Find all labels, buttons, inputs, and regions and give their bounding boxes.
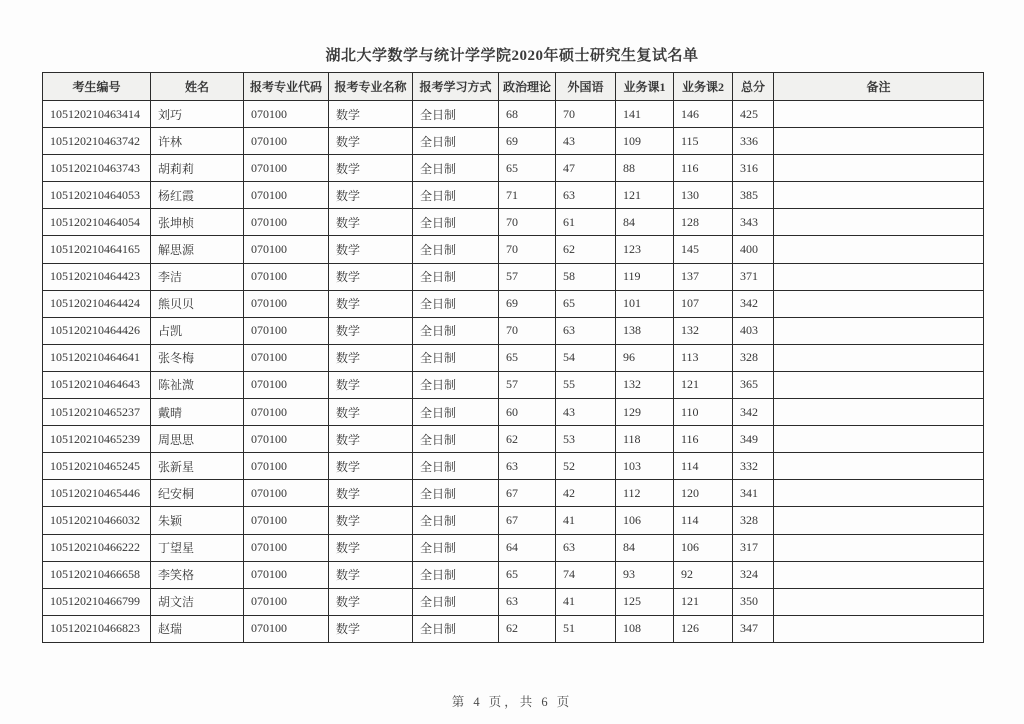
table-cell [774,317,984,344]
table-cell: 53 [556,426,616,453]
table-cell: 123 [616,236,674,263]
table-cell: 105120210465239 [43,426,151,453]
table-cell: 316 [733,155,774,182]
table-cell: 70 [499,317,556,344]
table-cell: 105120210464165 [43,236,151,263]
table-row [43,453,984,480]
table-row [43,344,984,371]
table-cell: 343 [733,209,774,236]
table-cell: 解思源 [151,236,244,263]
table-cell: 64 [499,534,556,561]
table-cell: 65 [556,290,616,317]
table-cell: 110 [674,399,733,426]
table-cell: 数学 [329,263,413,290]
table-cell: 105120210464424 [43,290,151,317]
table-cell: 74 [556,561,616,588]
column-header-10: 总分 [733,73,774,101]
header-row [43,73,984,101]
table-cell: 全日制 [413,507,499,534]
table-cell: 365 [733,371,774,398]
table-cell: 070100 [244,399,329,426]
table-row [43,399,984,426]
table-cell: 赵瑞 [151,615,244,642]
table-cell: 105120210465237 [43,399,151,426]
table-cell: 105120210464643 [43,371,151,398]
table-cell: 106 [674,534,733,561]
table-cell: 070100 [244,426,329,453]
table-cell: 数学 [329,371,413,398]
table-cell: 67 [499,480,556,507]
table-cell: 070100 [244,453,329,480]
table-cell: 400 [733,236,774,263]
table-cell: 69 [499,290,556,317]
table-cell: 317 [733,534,774,561]
table-cell: 120 [674,480,733,507]
table-cell: 121 [674,371,733,398]
table-cell: 61 [556,209,616,236]
table-cell: 070100 [244,344,329,371]
table-cell: 43 [556,399,616,426]
table-cell: 403 [733,317,774,344]
table-cell [774,534,984,561]
table-cell: 63 [499,453,556,480]
table-cell: 341 [733,480,774,507]
table-cell: 105120210464054 [43,209,151,236]
table-cell: 全日制 [413,480,499,507]
table-cell: 106 [616,507,674,534]
table-cell: 107 [674,290,733,317]
table-cell [774,155,984,182]
table-cell: 许林 [151,128,244,155]
table-row [43,371,984,398]
table-cell: 数学 [329,507,413,534]
table-cell [774,426,984,453]
roster-table [42,72,984,643]
table-cell: 胡莉莉 [151,155,244,182]
table-cell: 070100 [244,182,329,209]
table-cell: 88 [616,155,674,182]
table-cell: 347 [733,615,774,642]
table-cell: 张坤桢 [151,209,244,236]
table-cell: 070100 [244,155,329,182]
table-cell: 65 [499,155,556,182]
table-cell: 70 [499,236,556,263]
table-cell: 137 [674,263,733,290]
table-cell: 342 [733,399,774,426]
table-cell: 105120210466658 [43,561,151,588]
table-cell: 全日制 [413,588,499,615]
table-cell: 全日制 [413,561,499,588]
table-cell: 105120210466799 [43,588,151,615]
table-cell: 328 [733,344,774,371]
table-row [43,615,984,642]
table-cell [774,263,984,290]
table-cell: 132 [674,317,733,344]
table-cell: 070100 [244,507,329,534]
table-cell: 58 [556,263,616,290]
table-cell [774,128,984,155]
table-cell [774,371,984,398]
table-row [43,182,984,209]
table-cell: 数学 [329,399,413,426]
table-cell: 全日制 [413,101,499,128]
column-header-5: 报考学习方式 [413,73,499,101]
column-header-7: 外国语 [556,73,616,101]
column-header-3: 报考专业代码 [244,73,329,101]
table-cell: 全日制 [413,209,499,236]
table-cell: 425 [733,101,774,128]
table-cell: 105120210464423 [43,263,151,290]
table-cell: 数学 [329,588,413,615]
table-cell: 324 [733,561,774,588]
table-cell: 129 [616,399,674,426]
table-cell: 130 [674,182,733,209]
table-cell: 数学 [329,426,413,453]
table-cell: 杨红霞 [151,182,244,209]
table-cell: 138 [616,317,674,344]
column-header-9: 业务课2 [674,73,733,101]
table-cell: 全日制 [413,236,499,263]
table-cell: 周思思 [151,426,244,453]
table-cell: 070100 [244,128,329,155]
table-cell [774,561,984,588]
table-cell: 105120210464053 [43,182,151,209]
table-cell: 113 [674,344,733,371]
table-cell: 57 [499,263,556,290]
table-cell: 105120210464641 [43,344,151,371]
table-cell: 60 [499,399,556,426]
table-row [43,209,984,236]
table-cell: 全日制 [413,182,499,209]
table-cell: 93 [616,561,674,588]
table-cell: 数学 [329,534,413,561]
table-cell: 全日制 [413,371,499,398]
table-cell: 62 [499,426,556,453]
table-cell: 全日制 [413,399,499,426]
page-title: 湖北大学数学与统计学学院2020年硕士研究生复试名单 [325,48,699,64]
table-cell: 332 [733,453,774,480]
table-cell: 145 [674,236,733,263]
table-cell: 李笑格 [151,561,244,588]
table-row [43,155,984,182]
table-cell [774,236,984,263]
table-cell: 全日制 [413,155,499,182]
table-cell: 全日制 [413,453,499,480]
table-cell: 96 [616,344,674,371]
table-cell: 占凯 [151,317,244,344]
table-cell [774,453,984,480]
table-cell: 84 [616,534,674,561]
table-cell [774,209,984,236]
table-cell: 105120210465446 [43,480,151,507]
table-cell: 65 [499,561,556,588]
table-cell: 全日制 [413,426,499,453]
table-cell: 数学 [329,155,413,182]
table-cell: 41 [556,588,616,615]
column-header-11: 备注 [774,73,984,101]
table-cell: 71 [499,182,556,209]
table-cell: 349 [733,426,774,453]
table-cell [774,588,984,615]
table-row [43,128,984,155]
table-cell [774,480,984,507]
table-cell: 63 [556,182,616,209]
table-cell: 371 [733,263,774,290]
table-row [43,101,984,128]
table-cell: 070100 [244,480,329,507]
table-cell: 109 [616,128,674,155]
table-row [43,236,984,263]
table-cell: 070100 [244,615,329,642]
table-cell: 385 [733,182,774,209]
table-cell: 146 [674,101,733,128]
column-header-2: 姓名 [151,73,244,101]
table-cell: 103 [616,453,674,480]
table-cell: 101 [616,290,674,317]
table-cell: 数学 [329,615,413,642]
table-cell: 119 [616,263,674,290]
table-cell: 84 [616,209,674,236]
table-cell: 张新星 [151,453,244,480]
roster-table-header [43,73,984,101]
table-cell: 141 [616,101,674,128]
table-cell: 54 [556,344,616,371]
table-cell: 070100 [244,371,329,398]
table-cell: 070100 [244,588,329,615]
table-cell: 55 [556,371,616,398]
table-cell: 57 [499,371,556,398]
page-number-footer: 第 4 页，共 6 页 [451,695,573,709]
table-cell: 丁望星 [151,534,244,561]
table-cell: 李洁 [151,263,244,290]
table-cell: 数学 [329,480,413,507]
column-header-4: 报考专业名称 [329,73,413,101]
table-cell: 105120210463414 [43,101,151,128]
table-cell: 数学 [329,128,413,155]
table-cell: 42 [556,480,616,507]
table-cell: 112 [616,480,674,507]
table-cell [774,101,984,128]
table-cell: 数学 [329,561,413,588]
table-cell: 070100 [244,290,329,317]
table-cell: 105120210464426 [43,317,151,344]
table-cell: 070100 [244,101,329,128]
table-cell [774,399,984,426]
table-cell: 数学 [329,344,413,371]
table-cell: 47 [556,155,616,182]
table-cell: 92 [674,561,733,588]
table-cell: 126 [674,615,733,642]
table-cell: 纪安桐 [151,480,244,507]
table-cell: 105120210465245 [43,453,151,480]
table-cell: 全日制 [413,290,499,317]
table-cell: 105120210466222 [43,534,151,561]
table-cell: 118 [616,426,674,453]
table-cell: 41 [556,507,616,534]
table-row [43,588,984,615]
table-cell: 108 [616,615,674,642]
table-row [43,317,984,344]
table-cell: 070100 [244,317,329,344]
table-cell: 数学 [329,209,413,236]
roster-table-body [43,101,984,643]
table-cell: 陈祉溦 [151,371,244,398]
table-cell: 114 [674,453,733,480]
table-cell: 62 [556,236,616,263]
table-cell: 070100 [244,209,329,236]
table-cell: 张冬梅 [151,344,244,371]
table-cell: 62 [499,615,556,642]
table-cell: 67 [499,507,556,534]
table-cell: 全日制 [413,344,499,371]
table-cell: 朱颖 [151,507,244,534]
table-cell: 戴晴 [151,399,244,426]
table-cell: 全日制 [413,534,499,561]
table-row [43,426,984,453]
table-row [43,534,984,561]
table-cell: 121 [616,182,674,209]
table-cell: 数学 [329,101,413,128]
table-cell [774,290,984,317]
table-cell [774,344,984,371]
table-cell: 342 [733,290,774,317]
table-cell [774,615,984,642]
table-cell: 全日制 [413,128,499,155]
table-cell: 070100 [244,263,329,290]
table-row [43,507,984,534]
table-cell: 51 [556,615,616,642]
table-cell: 数学 [329,182,413,209]
table-cell: 胡文洁 [151,588,244,615]
table-cell: 63 [556,534,616,561]
table-cell: 350 [733,588,774,615]
column-header-6: 政治理论 [499,73,556,101]
table-cell: 43 [556,128,616,155]
table-cell: 115 [674,128,733,155]
table-cell: 105120210466032 [43,507,151,534]
table-cell: 070100 [244,236,329,263]
table-cell: 128 [674,209,733,236]
table-cell: 全日制 [413,263,499,290]
table-row [43,480,984,507]
table-cell: 全日制 [413,317,499,344]
table-cell: 52 [556,453,616,480]
table-cell: 69 [499,128,556,155]
table-cell: 65 [499,344,556,371]
table-cell: 070100 [244,561,329,588]
table-row [43,290,984,317]
table-cell: 63 [556,317,616,344]
table-row [43,263,984,290]
table-cell: 68 [499,101,556,128]
table-cell [774,182,984,209]
table-cell: 132 [616,371,674,398]
table-cell: 105120210463742 [43,128,151,155]
table-cell: 全日制 [413,615,499,642]
table-cell: 336 [733,128,774,155]
table-cell: 数学 [329,317,413,344]
table-cell [774,507,984,534]
table-cell: 数学 [329,290,413,317]
column-header-1: 考生编号 [43,73,151,101]
table-cell: 116 [674,426,733,453]
table-cell: 121 [674,588,733,615]
table-row [43,561,984,588]
table-cell: 数学 [329,236,413,263]
table-cell: 125 [616,588,674,615]
table-cell: 070100 [244,534,329,561]
table-cell: 70 [556,101,616,128]
table-cell: 116 [674,155,733,182]
table-cell: 70 [499,209,556,236]
table-cell: 328 [733,507,774,534]
table-cell: 熊贝贝 [151,290,244,317]
table-cell: 105120210463743 [43,155,151,182]
table-cell: 数学 [329,453,413,480]
column-header-8: 业务课1 [616,73,674,101]
table-cell: 105120210466823 [43,615,151,642]
table-cell: 63 [499,588,556,615]
table-cell: 114 [674,507,733,534]
table-cell: 刘巧 [151,101,244,128]
